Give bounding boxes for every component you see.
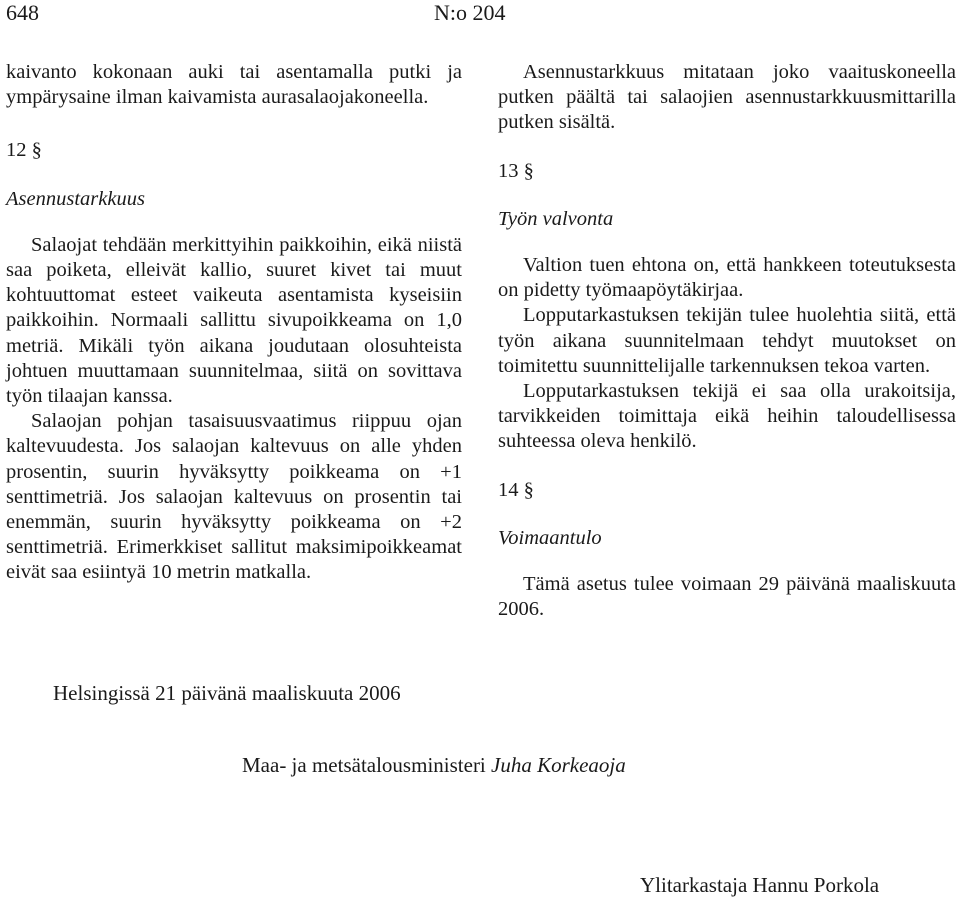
signature-minister (242, 752, 626, 778)
page-header (6, 0, 946, 30)
section-13-title: Työn valvonta (498, 207, 614, 230)
section-12-paragraph-2: Salaojan pohjan tasaisuusvaatimus riippuu ojan kaltevuudesta. Jos salaojan kaltevuus on alle yhden prosentin, suurin hyväksytty poikkeama on +1 senttimetriä. Jos salaojan kaltevuus on prosentin tai enemmän, suurin hyväksytty poikkeama on +2 senttimetriä. Erimerkkiset sallitut maksimipoikkeamat eivät saa esiintyä 10 metrin matkalla. (6, 410, 462, 584)
section-13-number: 13 § (498, 159, 534, 182)
signature-official: Ylitarkastaja Hannu Porkola (640, 873, 880, 897)
intro-paragraph-right: Asennustarkkuus mitataan joko vaaituskoneella putken päältä tai salaojien asennustarkkuusmittarilla putken sisältä. (498, 61, 956, 134)
section-12-number: 12 § (6, 139, 42, 162)
intro-paragraph: kaivanto kokonaan auki tai asentamalla putki ja ympärysaine ilman kaivamista aurasalaojakoneella. (6, 61, 462, 109)
signature-place-date: Helsingissä 21 päivänä maaliskuuta 2006 (53, 681, 401, 705)
minister-name: Juha Korkeaoja (491, 753, 626, 777)
page-number: 648 (6, 0, 39, 25)
section-14-number: 14 § (498, 478, 534, 501)
section-12-title: Asennustarkkuus (6, 187, 145, 210)
right-column (498, 60, 956, 622)
issue-number: N:o 204 (434, 0, 506, 25)
section-13-paragraph-1: Valtion tuen ehtona on, että hankkeen toteutuksesta on pidetty työmaapöytäkirjaa. (498, 254, 956, 302)
section-13-paragraph-3: Lopputarkastuksen tekijä ei saa olla urakoitsija, tarvikkeiden toimittaja eikä heihin taloudellisessa suhteessa oleva henkilö. (498, 380, 956, 453)
section-13-paragraph-2: Lopputarkastuksen tekijän tulee huolehtia siitä, että työn aikana suunnitelmaan tehdyt muutokset on toimitettu suunnittelijalle tarkennuksen tekoa varten. (498, 304, 956, 377)
left-column (6, 60, 462, 586)
section-14-paragraph-1: Tämä asetus tulee voimaan 29 päivänä maaliskuuta 2006. (498, 573, 956, 621)
minister-role: Maa- ja metsätalousministeri (242, 753, 492, 777)
section-14-title: Voimaantulo (498, 526, 602, 549)
section-12-paragraph-1: Salaojat tehdään merkittyihin paikkoihin, eikä niistä saa poiketa, elleivät kallio, suuret kivet tai muut kohtuuttomat esteet vaikeuta asentamista kyseisiin paikkoihin. Normaali sallittu sivupoikkeama on 1,0 metriä. Mikäli työn aikana joudutaan olosuhteista johtuen muuttamaan suunnitelmaa, siitä on sovittava työn tilaajan kanssa. (6, 233, 462, 408)
